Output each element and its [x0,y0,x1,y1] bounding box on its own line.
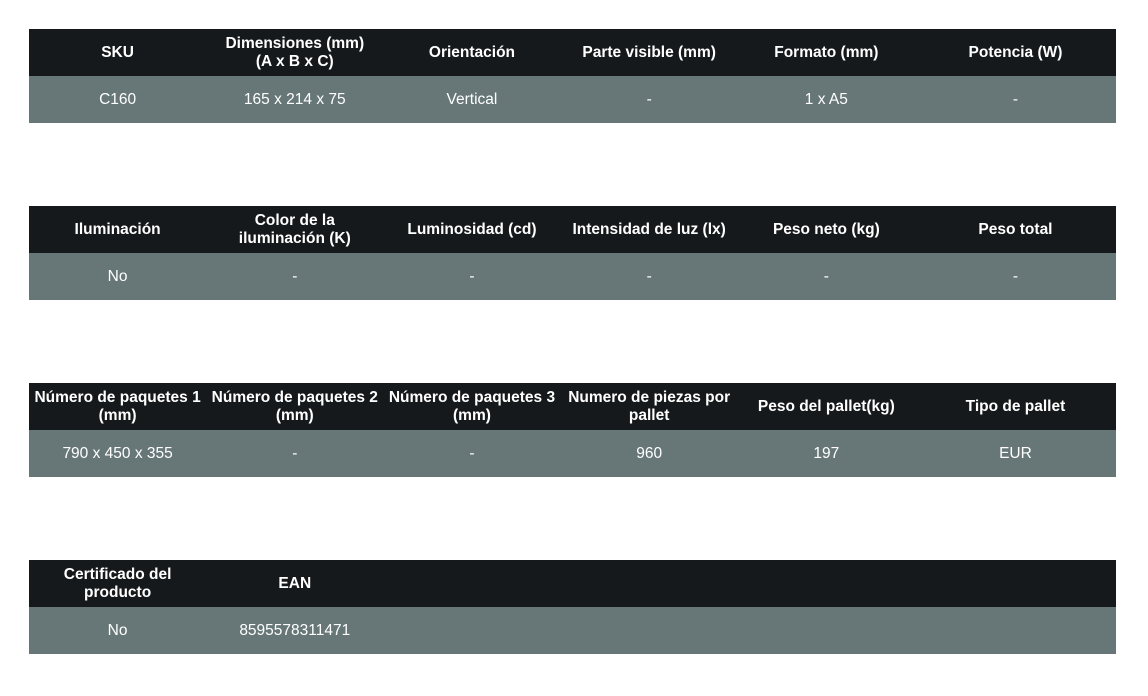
table-row [29,76,1116,123]
cell-empty-5 [738,607,915,654]
cell-pallet-type: EUR [915,430,1116,477]
header-power: Potencia (W) [915,29,1116,76]
cell-pallet-weight: 197 [738,430,915,477]
cell-orientation: Vertical [383,76,560,123]
table-header-row [29,206,1116,253]
header-total-weight: Peso total [915,206,1116,253]
header-dimensions [206,29,383,76]
header-empty-3 [383,560,560,607]
header-illumination-color: Color de la iluminación (K) [206,206,383,253]
table-header-row [29,560,1116,607]
table-row [29,430,1116,477]
cell-certificate: No [29,607,206,654]
cell-visible-part: - [561,76,738,123]
cell-ean: 8595578311471 [206,607,383,654]
cell-empty-6 [915,607,1116,654]
header-pieces-per-pallet: Numero de piezas por pallet [561,383,738,430]
table-row [29,253,1116,300]
cell-empty-3 [383,607,560,654]
header-sku: SKU [29,29,206,76]
cell-luminosity: - [383,253,560,300]
cell-power: - [915,76,1116,123]
header-pallet-type: Tipo de pallet [915,383,1116,430]
header-luminosity: Luminosidad (cd) [383,206,560,253]
cell-net-weight: - [738,253,915,300]
header-dimensions-line2: (A x B x C) [255,52,334,70]
table-header-row [29,29,1116,76]
header-packages-3: Número de paquetes 3 (mm) [383,383,560,430]
cell-sku: C160 [29,76,206,123]
table-header-row [29,383,1116,430]
header-packages-2: Número de paquetes 2 (mm) [206,383,383,430]
header-net-weight: Peso neto (kg) [738,206,915,253]
header-pallet-weight: Peso del pallet(kg) [738,383,915,430]
cell-packages-2: - [206,430,383,477]
header-empty-4 [561,560,738,607]
header-packages-1: Número de paquetes 1 (mm) [29,383,206,430]
cell-pieces-per-pallet: 960 [561,430,738,477]
header-illumination: Iluminación [29,206,206,253]
cell-illumination: No [29,253,206,300]
table-row [29,607,1116,654]
header-empty-6 [915,560,1116,607]
header-empty-5 [738,560,915,607]
cell-dimensions: 165 x 214 x 75 [206,76,383,123]
header-orientation: Orientación [383,29,560,76]
cell-format: 1 x A5 [738,76,915,123]
spec-table-certification [29,560,1116,654]
cell-packages-1: 790 x 450 x 355 [29,430,206,477]
cell-empty-4 [561,607,738,654]
spec-table-general [29,29,1116,123]
header-ean: EAN [206,560,383,607]
cell-total-weight: - [915,253,1116,300]
cell-light-intensity: - [561,253,738,300]
header-light-intensity: Intensidad de luz (lx) [561,206,738,253]
header-dimensions-line1: Dimensiones (mm) [225,34,365,52]
header-visible-part: Parte visible (mm) [561,29,738,76]
header-format: Formato (mm) [738,29,915,76]
header-certificate: Certificado del producto [29,560,206,607]
cell-packages-3: - [383,430,560,477]
spec-table-packaging [29,383,1116,477]
spec-table-lighting [29,206,1116,300]
cell-illumination-color: - [206,253,383,300]
